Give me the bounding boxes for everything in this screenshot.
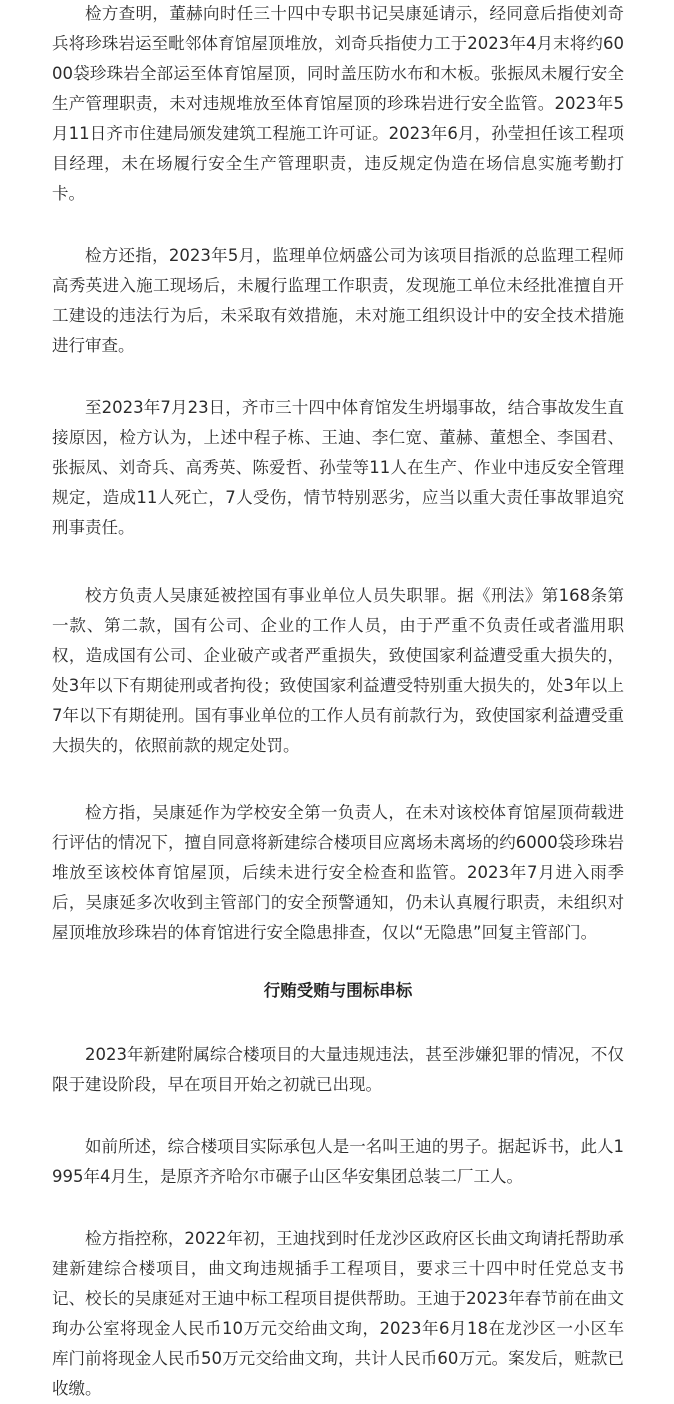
section-heading: 行贿受贿与围标串标 (263, 981, 413, 1000)
paragraph: 2023年新建附属综合楼项目的大量违规违法，甚至涉嫌犯罪的情况，不仅限于建设阶段，早在项目开始之初就已出现。 (52, 1045, 624, 1094)
paragraph: 至2023年7月23日，齐市三十四中体育馆发生坍塌事故，结合事故发生直接原因，检方认为，上述中程子栋、王迪、李仁宽、董赫、董想全、李国君、张振凤、刘奇兵、高秀英、陈爱哲、孙莹等11人在生产、作业中违反安全管理规定，造成11人死亡，7人受伤，情节特别恶劣，应当以重大责任事故罪追究刑事责任。 (52, 398, 624, 537)
article-body (52, 0, 624, 1404)
paragraph: 校方负责人吴康延被控国有事业单位人员失职罪。据《刑法》第168条第一款、第二款，国有公司、企业的工作人员，由于严重不负责任或者滥用职权，造成国有公司、企业破产或者严重损失，致使国家利益遭受重大损失的，处3年以下有期徒刑或者拘役；致使国家利益遭受特别重大损失的，处3年以上7年以下有期徒刑。国有事业单位的工作人员有前款行为，致使国家利益遭受重大损失的，依照前款的规定处罚。 (52, 586, 624, 755)
paragraph: 检方指控称，2022年初，王迪找到时任龙沙区政府区长曲文珣请托帮助承建新建综合楼项目，曲文珣违规插手工程项目，要求三十四中时任党总支书记、校长的吴康延对王迪中标工程项目提供帮助。王迪于2023年春节前在曲文珣办公室将现金人民币10万元交给曲文珣，2023年6月18在龙沙区一小区车库门前将现金人民币50万元交给曲文珣，共计人民币60万元。案发后，赃款已收缴。 (52, 1229, 624, 1398)
paragraph: 检方指，吴康延作为学校安全第一负责人，在未对该校体育馆屋顶荷载进行评估的情况下，擅自同意将新建综合楼项目应离场未离场的约6000袋珍珠岩堆放至该校体育馆屋顶，后续未进行安全检查和监管。2023年7月进入雨季后，吴康延多次收到主管部门的安全预警通知，仍未认真履行职责，未组织对屋顶堆放珍珠岩的体育馆进行安全隐患排查，仅以“无隐患”回复主管部门。 (52, 803, 624, 942)
paragraph: 检方还指，2023年5月，监理单位炳盛公司为该项目指派的总监理工程师高秀英进入施工现场后，未履行监理工作职责，发现施工单位未经批准擅自开工建设的违法行为后，未采取有效措施，未对施工组织设计中的安全技术措施进行审查。 (52, 246, 624, 355)
paragraph: 检方查明，董赫向时任三十四中专职书记吴康延请示，经同意后指使刘奇兵将珍珠岩运至毗邻体育馆屋顶堆放，刘奇兵指使力工于2023年4月末将约6000袋珍珠岩全部运至体育馆屋顶，同时盖压防水布和木板。张振凤未履行安全生产管理职责，未对违规堆放至体育馆屋顶的珍珠岩进行安全监管。2023年5月11日齐市住建局颁发建筑工程施工许可证。2023年6月，孙莹担任该工程项目经理，未在场履行安全生产管理职责，违反规定伪造在场信息实施考勤打卡。 (52, 4, 624, 203)
paragraph: 如前所述，综合楼项目实际承包人是一名叫王迪的男子。据起诉书，此人1995年4月生，是原齐齐哈尔市碾子山区华安集团总装二厂工人。 (52, 1137, 624, 1186)
